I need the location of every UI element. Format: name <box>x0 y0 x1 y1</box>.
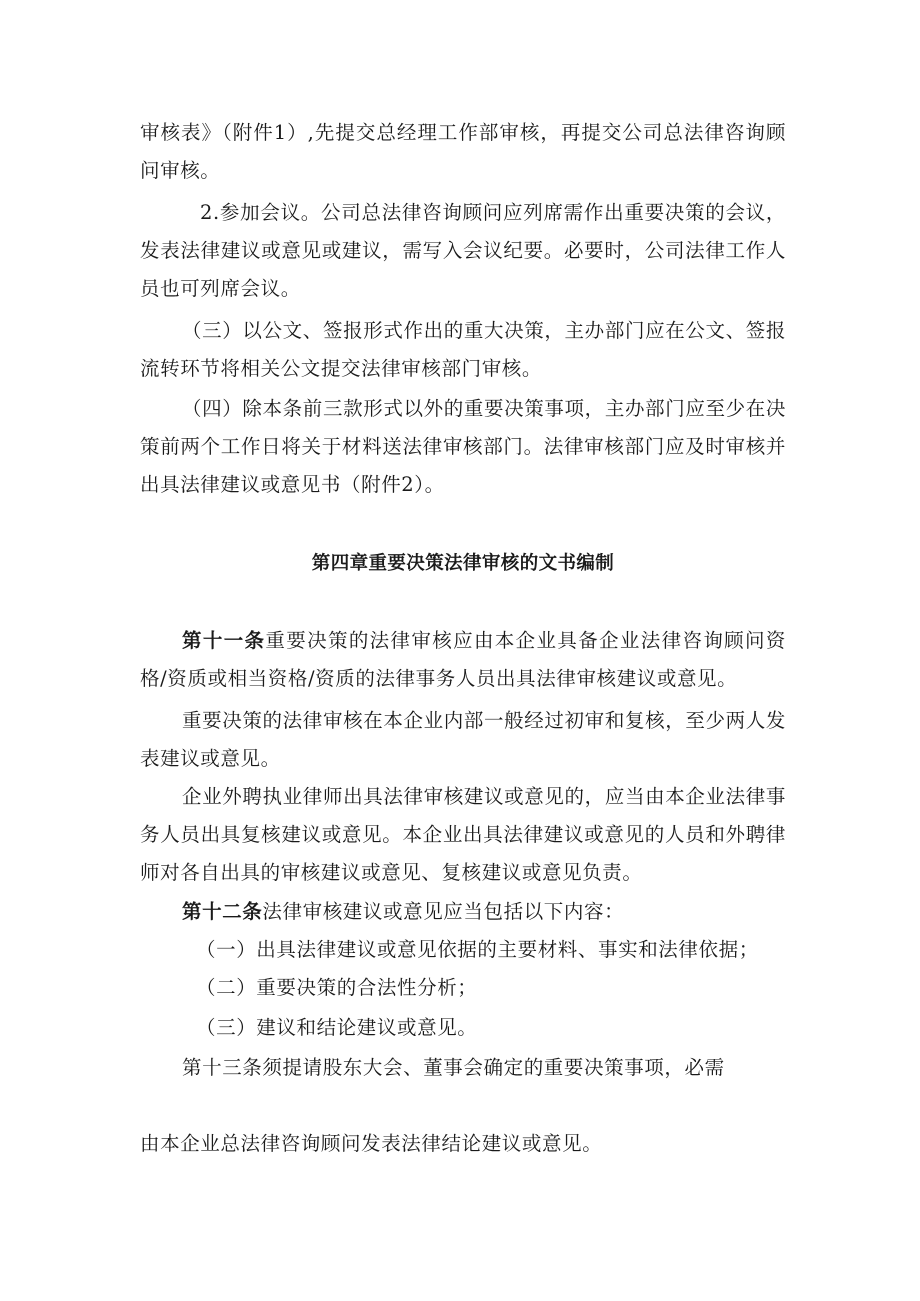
chapter-heading: 第四章重要决策法律审核的文书编制 <box>311 553 615 574</box>
article-12-label: 第十二条 <box>182 900 263 923</box>
paragraph-internal-review: 重要决策的法律审核在本企业内部一般经过初审和复核，至少两人发表建议或意见。 <box>140 709 786 770</box>
article-11-text: 重要决策的法律审核应由本企业具备企业法律咨询顾问资格/资质或相当资格/资质的法律事务人员出具法律审核建议或意见。 <box>140 629 786 690</box>
article-11-label: 第十一条 <box>182 629 266 652</box>
list-item-three: （三）建议和结论建议或意见。 <box>196 1016 478 1039</box>
paragraph-final: 由本企业总法律咨询顾问发表法律结论建议或意见。 <box>140 1132 603 1155</box>
list-item-one: （一）出具法律建议或意见依据的主要材料、事实和法律依据； <box>196 938 759 961</box>
article-13 <box>140 1049 786 1087</box>
article-13-label: 第十三条 <box>182 1056 263 1079</box>
paragraph-item-four: （四）除本条前三款形式以外的重要决策事项，主办部门应至少在决策前两个工作日将关于材料送法律审核部门。法律审核部门应及时审核并出具法律建议或意见书（附件2）。 <box>140 397 786 496</box>
article-12 <box>140 893 786 931</box>
article-13-text: 须提请股东大会、董事会确定的重要决策事项，必需 <box>262 1056 725 1079</box>
paragraph-attend-meeting: 2.参加会议。公司总法律咨询顾问应列席需作出重要决策的会议，发表法律建议或意见或建议，需写入会议纪要。必要时，公司法律工作人员也可列席会议。 <box>140 201 786 300</box>
paragraph-approval-form: 审核表》（附件1）,先提交总经理工作部审核，再提交公司总法律咨询顾问审核。 <box>140 121 786 182</box>
paragraph-item-three: （三）以公文、签报形式作出的重大决策，主办部门应在公文、签报流转环节将相关公文提交法律审核部门审核。 <box>140 319 786 380</box>
article-11 <box>140 622 786 698</box>
list-item-two: （二）重要决策的合法性分析； <box>196 976 478 999</box>
article-12-text: 法律审核建议或意见应当包括以下内容： <box>262 900 625 923</box>
paragraph-external-lawyer: 企业外聘执业律师出具法律审核建议或意见的，应当由本企业法律事务人员出具复核建议或意见。本企业出具法律建议或意见的人员和外聘律师对各自出具的审核建议或意见、复核建议或意见负责。 <box>140 785 786 884</box>
